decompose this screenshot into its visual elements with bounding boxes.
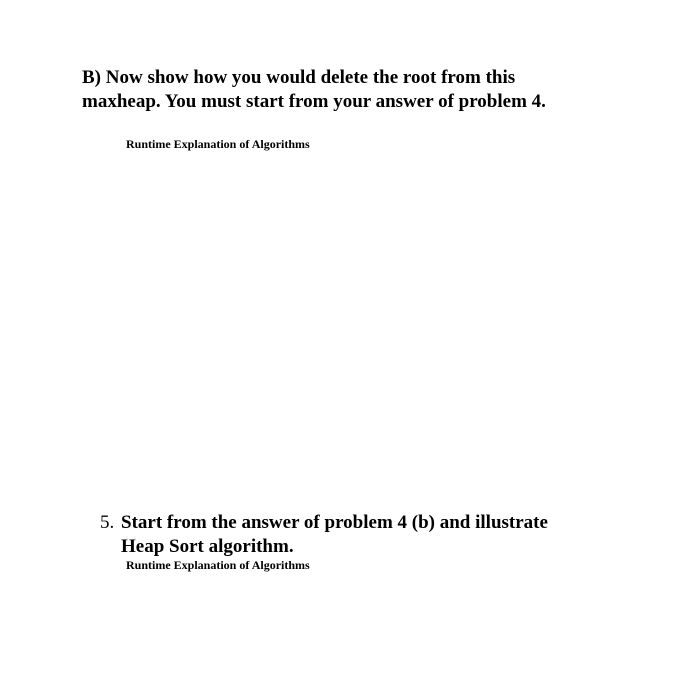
problem-5-number: 5. bbox=[100, 512, 115, 533]
problem-4b-prompt-line-1: B) Now show how you would delete the root from this bbox=[82, 67, 516, 88]
problem-4b-course-note: Runtime Explanation of Algorithms bbox=[126, 137, 310, 151]
problem-4b-prompt-line-2: maxheap. You must start from your answer of problem 4. bbox=[82, 91, 546, 112]
problem-5-prompt-line-2: Heap Sort algorithm. bbox=[121, 536, 294, 557]
problem-5-course-note: Runtime Explanation of Algorithms bbox=[126, 558, 310, 572]
problem-5-prompt-line-1: Start from the answer of problem 4 (b) and illustrate bbox=[121, 512, 548, 533]
